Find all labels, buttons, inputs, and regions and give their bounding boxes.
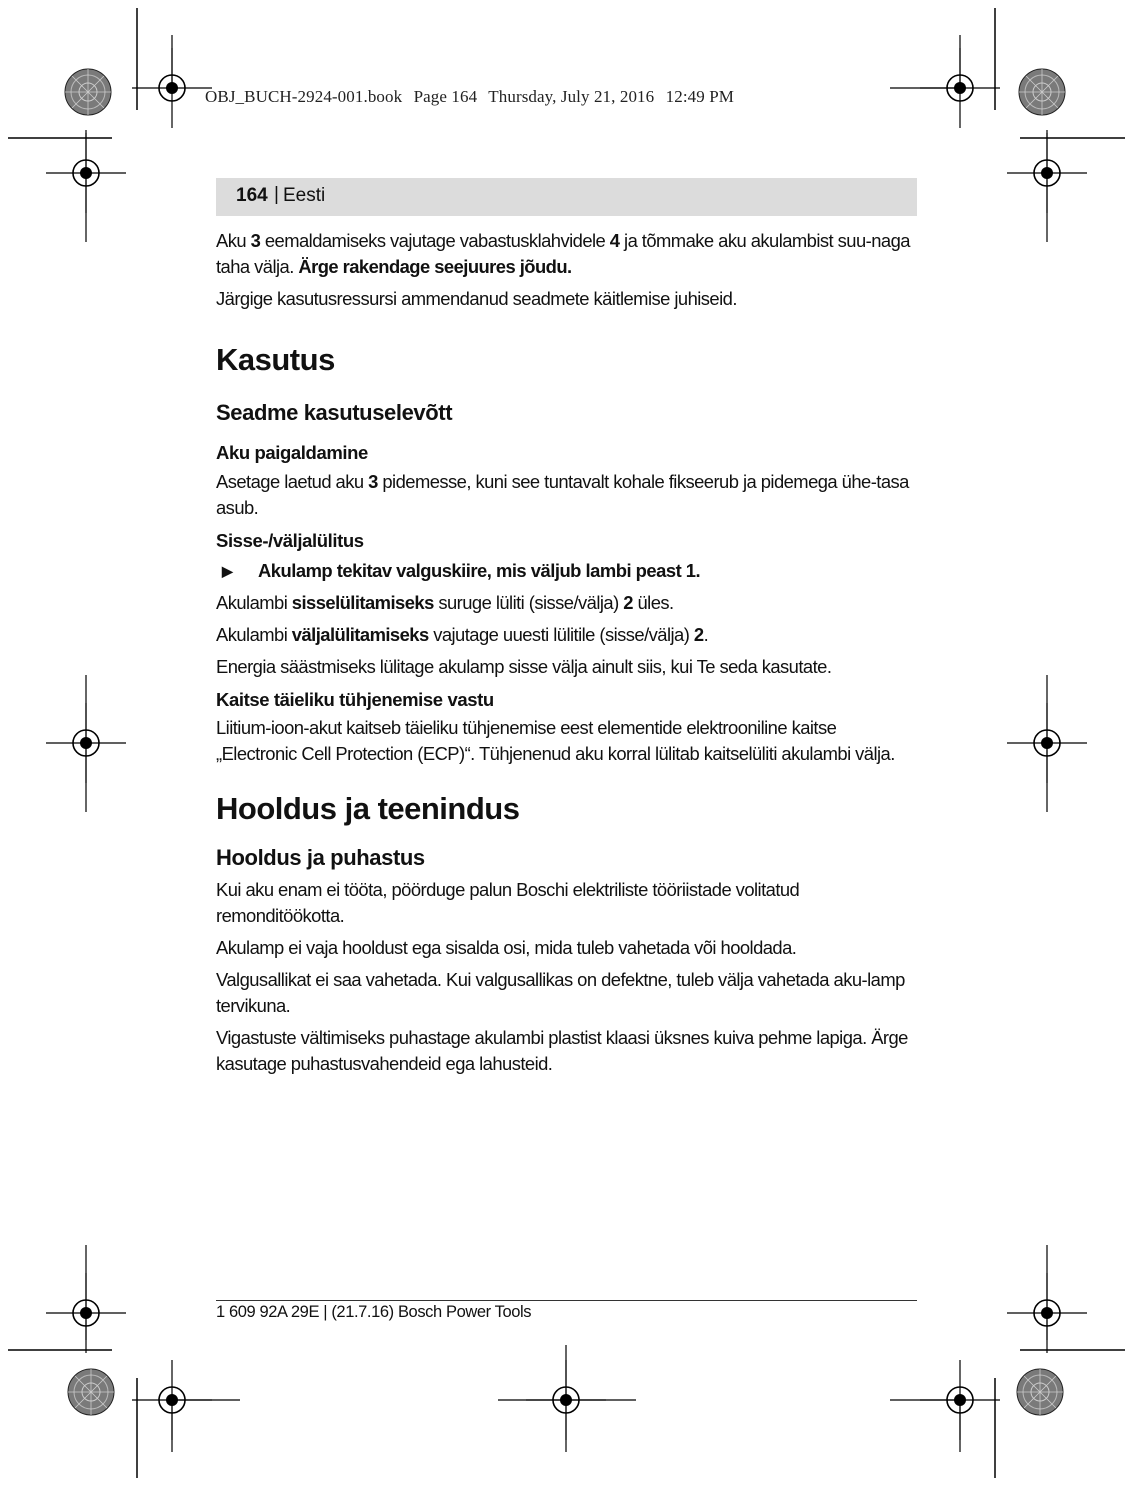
- paragraph-service-center: Kui aku enam ei tööta, pöörduge palun Boschi elektriliste tööriistade volitatud remonditöökotta.: [216, 879, 800, 926]
- color-wheel-mark: [68, 1369, 114, 1415]
- heading-maintenance-service: Hooldus ja teenindus: [216, 791, 520, 826]
- heading-battery-install: Aku paigaldamine: [216, 442, 368, 463]
- page-footer: 1 609 92A 29E | (21.7.16) Bosch Power Tools: [216, 1303, 532, 1321]
- color-wheel-mark: [1017, 1369, 1063, 1415]
- page-number: 164: [236, 185, 268, 206]
- header-separator: |: [274, 184, 279, 205]
- paragraph-energy: Energia säästmiseks lülitage akulamp sisse välja ainult siis, kui Te seda kasutate.: [216, 656, 832, 677]
- paragraph-battery-install: Asetage laetud aku 3 pidemesse, kuni see tuntavalt kohale fikseerub ja pidemega ühe-tasa asub.: [216, 471, 909, 518]
- heading-switch: Sisse-/väljalülitus: [216, 530, 364, 551]
- paragraph-deep-discharge: Liitium-ioon-akut kaitseb täieliku tühjenemise eest elementide elektrooniline kaitse „Electronic Cell Protection (ECP)“. Tühjenenud aku korral lülitab kaitselüliti akulambi välja.: [216, 717, 895, 764]
- warning-bullet: ▶ Akulamp tekitav valguskiire, mis väljub lambi peast 1.: [216, 558, 920, 584]
- paragraph-cleaning: Vigastuste vältimiseks puhastage akulambi plastist klaasi üksnes kuiva pehme lapiga. Ärge kasutage puhastusvahendeid ega lahusteid.: [216, 1027, 908, 1074]
- color-wheel-mark: [65, 69, 111, 115]
- paragraph-light-source: Valgusallikat ei saa vahetada. Kui valgusallikas on defektne, tuleb välja vahetada aku-lamp tervikuna.: [216, 969, 905, 1016]
- slug-day: Thursday, July 21, 2016: [488, 87, 655, 106]
- paragraph-battery-removal: Aku 3 eemaldamiseks vajutage vabastusklahvidele 4 ja tõmmake aku akulambist suu-naga taha välja. Ärge rakendage seejuures jõudu.: [216, 230, 910, 277]
- section-label: Eesti: [283, 185, 326, 206]
- color-wheel-mark: [1019, 69, 1065, 115]
- heading-commissioning: Seadme kasutuselevõtt: [216, 400, 453, 425]
- paragraph-switch-on: Akulambi sisselülitamiseks suruge lüliti (sisse/välja) 2 üles.: [216, 592, 674, 613]
- heading-maintenance-cleaning: Hooldus ja puhastus: [216, 845, 425, 870]
- paragraph-disposal: Järgige kasutusressursi ammendanud seadmete käitlemise juhiseid.: [216, 288, 737, 309]
- heading-kasutus: Kasutus: [216, 342, 335, 377]
- slug-time: 12:49 PM: [665, 87, 734, 106]
- page-body: [216, 228, 920, 1077]
- bullet-triangle-icon: ▶: [222, 563, 233, 579]
- slug-page: Page 164: [413, 87, 478, 106]
- page-header: [216, 178, 917, 216]
- slug-book: OBJ_BUCH-2924-001.book: [205, 87, 403, 106]
- paragraph-switch-off: Akulambi väljalülitamiseks vajutage uuesti lülitile (sisse/välja) 2.: [216, 624, 709, 645]
- footer-rule: [216, 1300, 917, 1301]
- heading-deep-discharge: Kaitse täieliku tühjenemise vastu: [216, 689, 494, 710]
- paragraph-no-maintenance: Akulamp ei vaja hooldust ega sisalda osi, mida tuleb vahetada või hooldada.: [216, 937, 797, 958]
- print-slug: [205, 87, 741, 107]
